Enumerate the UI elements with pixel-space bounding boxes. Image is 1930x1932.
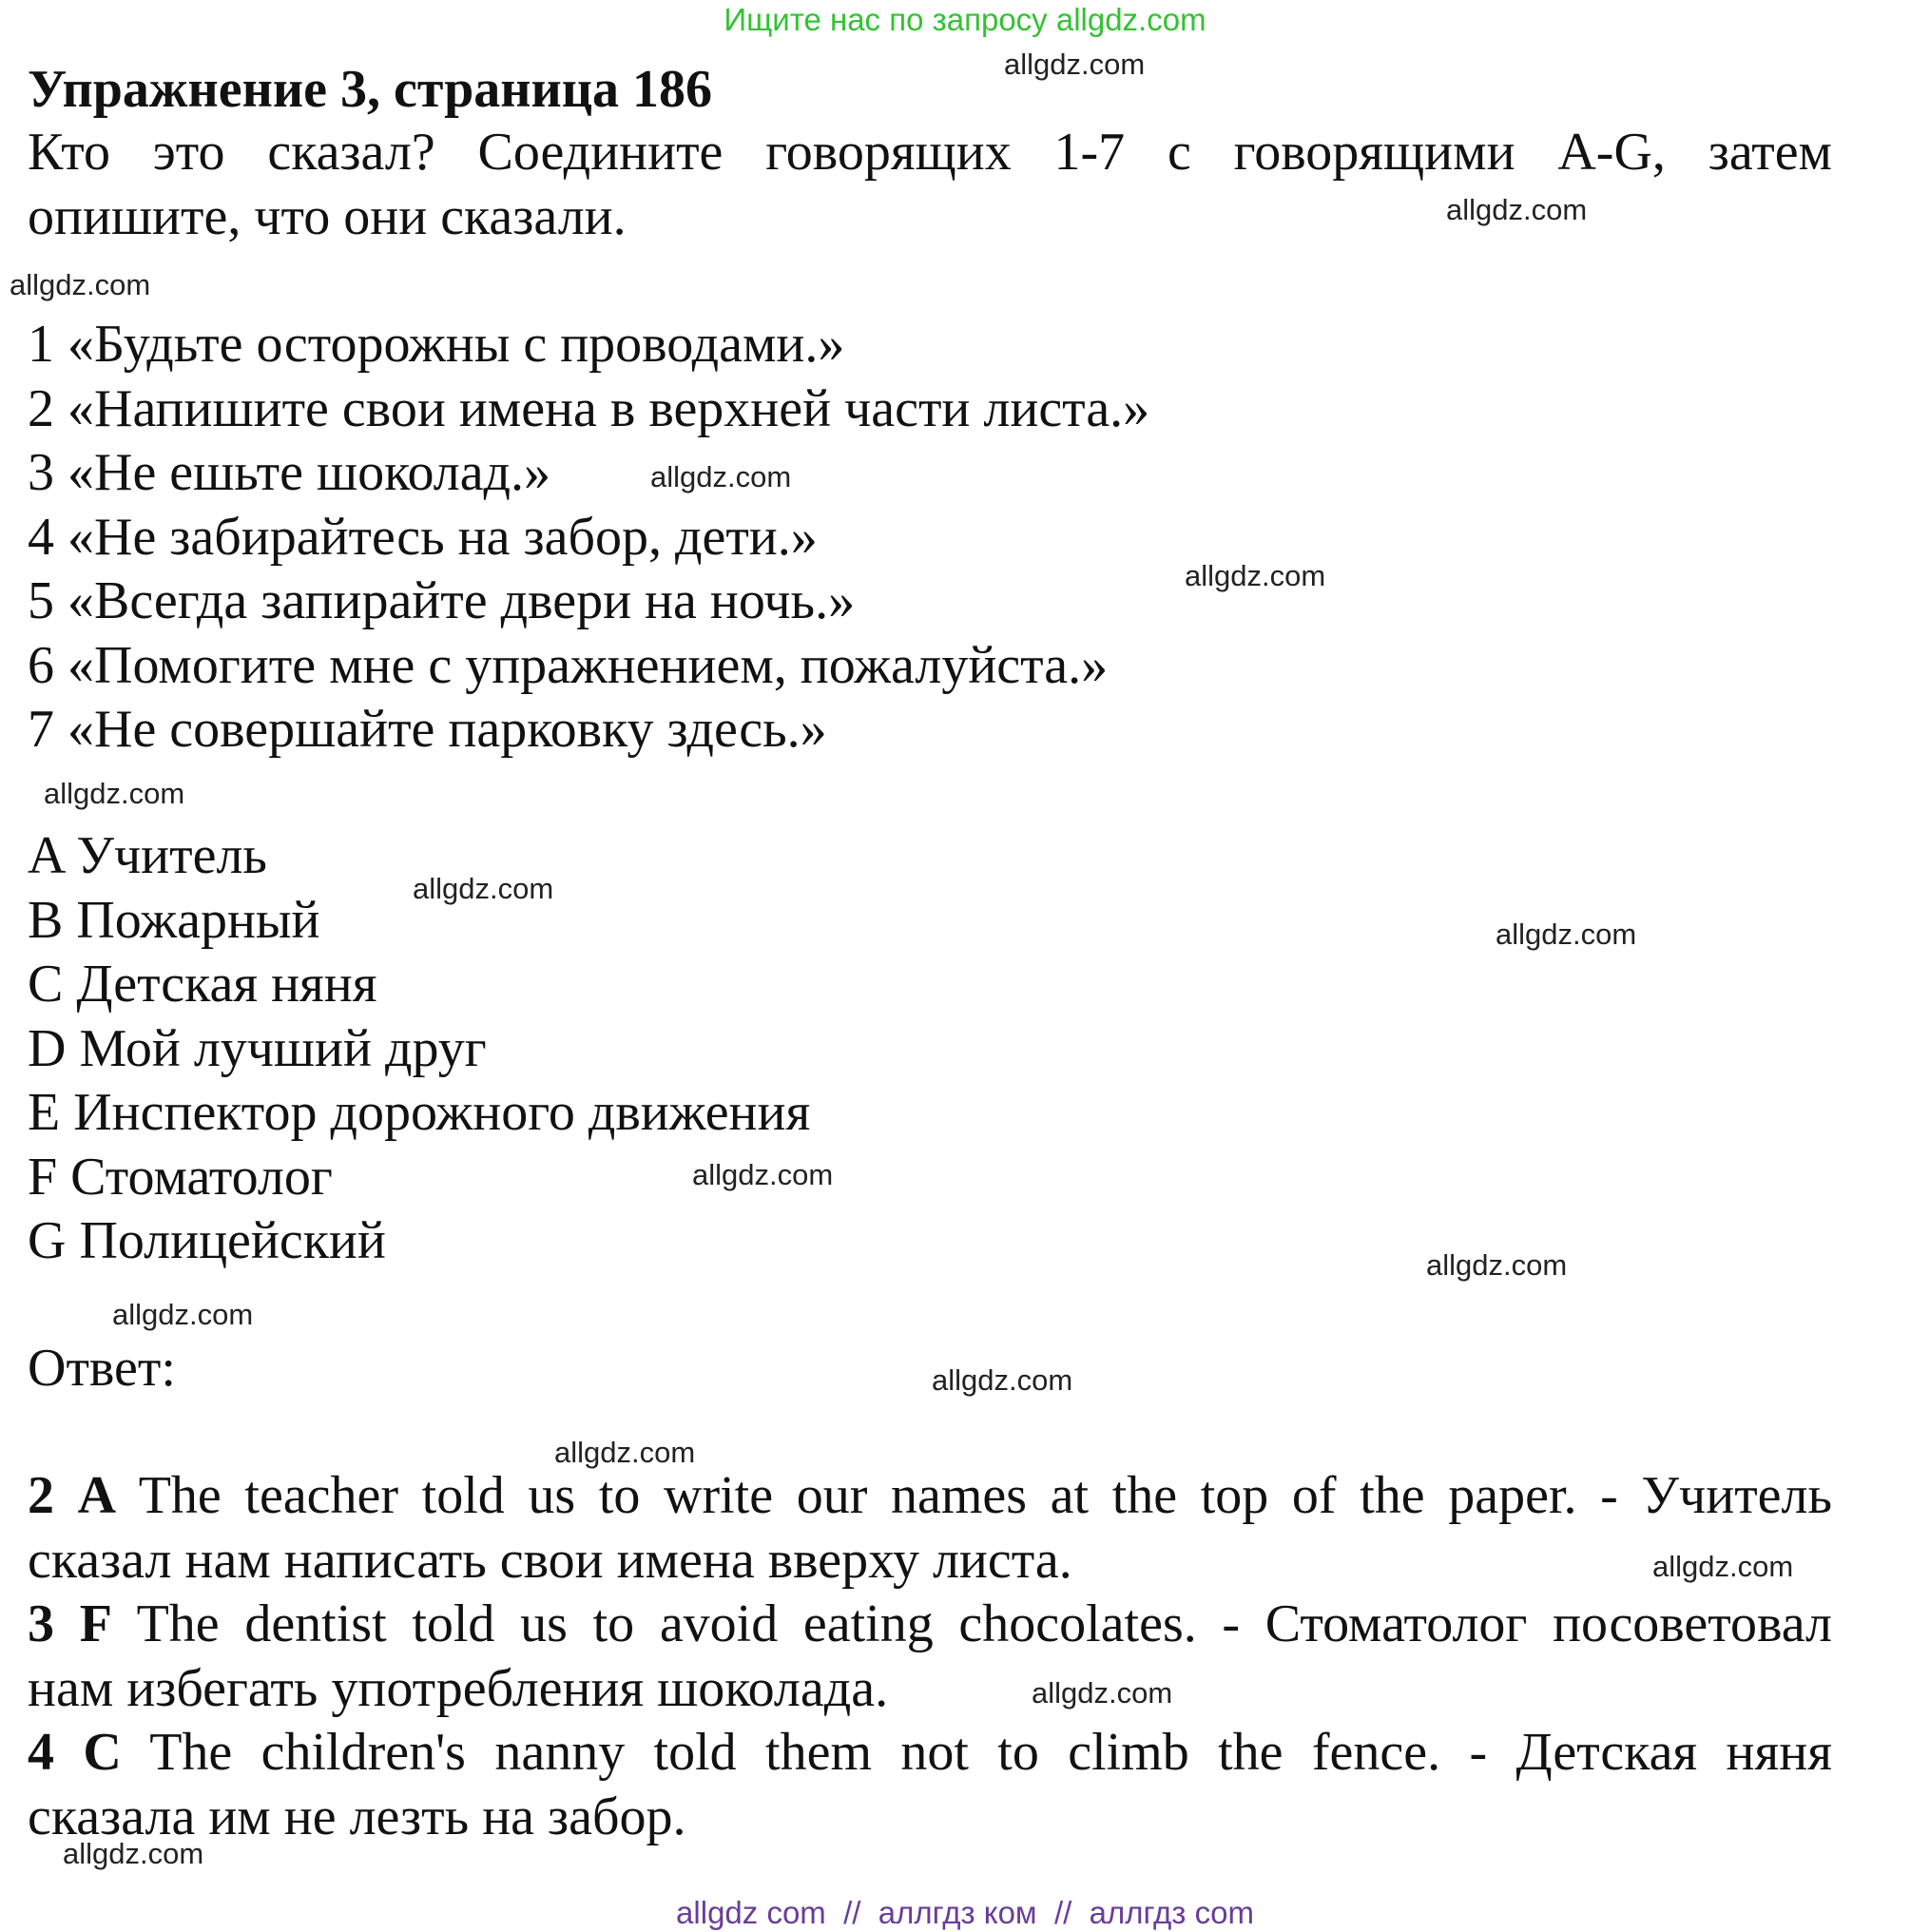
speaker-letter: F	[28, 1147, 58, 1207]
watermark: allgdz.com	[413, 872, 554, 905]
quote-number: 1	[28, 315, 54, 374]
watermark: allgdz.com	[692, 1158, 834, 1191]
quote-item	[28, 634, 1832, 699]
speaker-item	[28, 1017, 1832, 1082]
watermark: allgdz.com	[1496, 918, 1637, 951]
quote-text: «Не забирайтесь на забор, дети.»	[68, 507, 818, 567]
speaker-item	[28, 953, 1832, 1017]
watermark: allgdz.com	[44, 777, 185, 810]
quote-item	[28, 377, 1832, 442]
quote-text: «Не совершайте парковку здесь.»	[68, 700, 827, 759]
speaker-text: Стоматолог	[70, 1147, 333, 1207]
answer-label: Ответ:	[28, 1339, 176, 1398]
quote-text: «Всегда запирайте двери на ночь.»	[68, 571, 856, 630]
instruction	[28, 121, 1832, 249]
answer-line	[28, 1721, 1832, 1786]
quote-number: 4	[28, 507, 54, 567]
watermark: allgdz.com	[1426, 1248, 1568, 1282]
quote-item	[28, 313, 1832, 377]
speaker-letter: A	[28, 826, 64, 885]
answer-number: 4	[28, 1723, 54, 1782]
speaker-text: Полицейский	[79, 1211, 386, 1270]
speaker-text: Мой лучший друг	[79, 1018, 487, 1078]
speaker-text: Пожарный	[76, 890, 320, 950]
quote-item	[28, 506, 1832, 570]
quote-text: «Помогите мне с упражнением, пожалуйста.»	[68, 635, 1109, 695]
speaker-letter: D	[28, 1018, 67, 1078]
quote-number: 6	[28, 635, 54, 695]
answer-letter: F	[79, 1594, 112, 1653]
answer-section	[28, 1337, 1832, 1401]
search-hint: Ищите нас по запросу allgdz.com	[724, 2, 1206, 37]
quote-text: «Будьте осторожны с проводами.»	[68, 315, 845, 374]
quote-text: «Напишите свои имена в верхней части листа.»	[68, 378, 1150, 438]
answer-line: сказал нам написать свои имена вверху листа.	[28, 1530, 1072, 1590]
watermark: allgdz.com	[650, 460, 792, 493]
quote-number: 7	[28, 700, 54, 759]
quote-text: «Не ешьте шоколад.»	[68, 443, 551, 502]
watermark: allgdz.com	[112, 1298, 254, 1331]
watermark: allgdz.com	[1652, 1550, 1794, 1583]
exercise-title: Упражнение 3, страница 186	[28, 60, 713, 119]
answer-number: 3	[28, 1594, 54, 1653]
watermark: allgdz.com	[10, 268, 151, 301]
speaker-item	[28, 1146, 1832, 1210]
watermark: allgdz.com	[554, 1436, 696, 1469]
answer-line	[28, 1593, 1832, 1657]
watermark: allgdz.com	[1032, 1676, 1173, 1710]
answer-letter: A	[77, 1466, 117, 1525]
answer-number: 2	[28, 1466, 54, 1525]
watermark: allgdz.com	[1446, 193, 1588, 226]
answer-list	[28, 1464, 1832, 1849]
quote-number: 5	[28, 571, 54, 630]
quote-item	[28, 441, 1832, 506]
watermark: allgdz.com	[63, 1837, 204, 1870]
speaker-item	[28, 824, 1832, 889]
quote-number: 3	[28, 443, 54, 502]
answer-line	[28, 1464, 1832, 1529]
answer-text: The children's nanny told them not to climb the fence. - Детская няня	[149, 1723, 1832, 1782]
quote-item	[28, 570, 1832, 634]
quote-list	[28, 313, 1832, 763]
instruction-line: Кто это сказал? Соедините говорящих 1-7 с говорящими A-G, затем	[28, 123, 1832, 182]
speaker-item	[28, 1081, 1832, 1146]
answer-text: The teacher told us to write our names at the top of the paper. - Учитель	[138, 1466, 1832, 1525]
speaker-letter: G	[28, 1211, 67, 1270]
answer-text: The dentist told us to avoid eating chocolates. - Стоматолог посоветовал	[136, 1594, 1832, 1653]
speaker-letter: C	[28, 955, 64, 1014]
speaker-text: Детская няня	[76, 955, 377, 1014]
speaker-text: Инспектор дорожного движения	[73, 1083, 811, 1142]
answer-line: нам избегать употребления шоколада.	[28, 1658, 889, 1718]
answer-line: сказала им не лезть на забор.	[28, 1787, 686, 1846]
quote-number: 2	[28, 378, 54, 438]
answer-letter: C	[83, 1723, 122, 1782]
speaker-list	[28, 824, 1832, 1274]
instruction-line: опишите, что они сказали.	[28, 186, 627, 246]
watermark: allgdz.com	[1185, 559, 1326, 592]
mirror-links: allgdz com // аллгдз ком // аллгдз com	[676, 1895, 1254, 1930]
watermark: allgdz.com	[1004, 48, 1146, 81]
speaker-letter: E	[28, 1083, 61, 1142]
speaker-letter: B	[28, 890, 64, 950]
quote-item	[28, 698, 1832, 763]
watermark: allgdz.com	[932, 1363, 1073, 1397]
speaker-text: Учитель	[76, 826, 267, 885]
